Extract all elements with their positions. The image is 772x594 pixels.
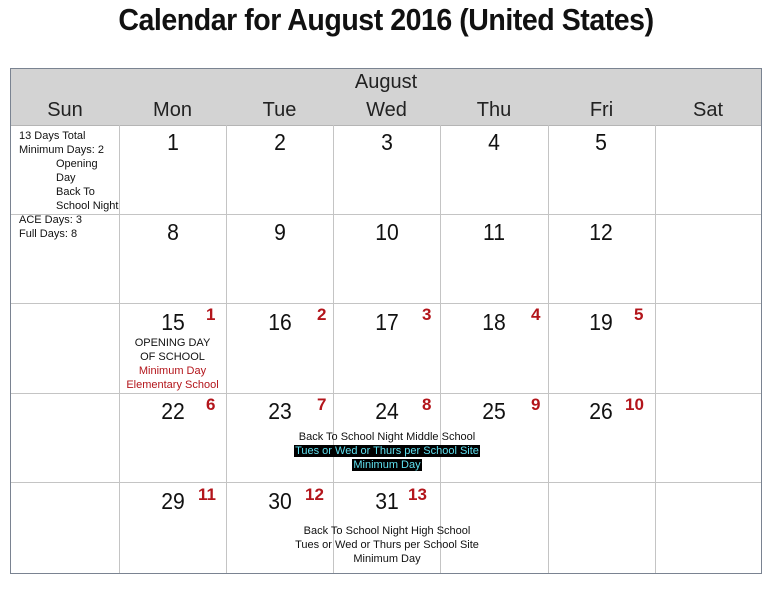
day-number: 23 <box>268 398 292 424</box>
summary-minimum-days: Minimum Days: 2 <box>19 144 104 156</box>
summary-back-to-school: Back To School Night <box>56 186 119 212</box>
school-day-count: 9 <box>531 395 541 414</box>
grid-line <box>333 125 334 573</box>
school-day-count: 4 <box>531 305 541 324</box>
school-day-count: 7 <box>317 395 327 414</box>
day-number: 25 <box>482 398 506 424</box>
school-day-count: 1 <box>206 305 216 324</box>
school-day-count: 13 <box>408 485 427 504</box>
grid-line <box>11 214 761 215</box>
grid-line <box>226 125 227 573</box>
event-line: Tues or Wed or Thurs per School Site <box>295 539 479 551</box>
event-line-highlight: Minimum Day <box>353 459 421 471</box>
day-number: 24 <box>375 398 399 424</box>
day-number: 15 <box>161 309 185 335</box>
event-line: Back To School Night Middle School <box>298 431 476 443</box>
school-day-count: 8 <box>422 395 432 414</box>
grid-line <box>11 482 761 483</box>
event-line: Elementary School <box>126 379 219 391</box>
day-number: 5 <box>595 129 607 155</box>
day-number: 31 <box>375 488 399 514</box>
weekday-mon: Mon <box>153 99 192 121</box>
weekday-header-row <box>11 96 761 126</box>
day-number: 29 <box>161 488 185 514</box>
school-day-count: 10 <box>625 395 644 414</box>
day-number: 1 <box>167 129 179 155</box>
month-header: August <box>11 69 761 96</box>
day-number: 3 <box>381 129 393 155</box>
grid-line <box>440 125 441 573</box>
school-day-count: 5 <box>634 305 644 324</box>
day-number: 19 <box>589 309 613 335</box>
school-day-count: 12 <box>305 485 324 504</box>
page-title: Calendar for August 2016 (United States) <box>118 2 654 37</box>
day-number: 16 <box>268 309 292 335</box>
event-line: Back To School Night High School <box>303 525 471 537</box>
summary-full-days: Full Days: 8 <box>19 228 78 240</box>
event-high-school-night <box>226 524 548 566</box>
summary-opening-day: Opening Day <box>56 158 98 184</box>
event-line-highlight: Tues or Wed or Thurs per School Site <box>295 445 479 457</box>
day-number: 18 <box>482 309 506 335</box>
grid-line <box>11 303 761 304</box>
grid-line <box>11 393 761 394</box>
event-line: Minimum Day <box>138 365 207 377</box>
grid-line <box>655 125 656 573</box>
day-number: 9 <box>274 219 286 245</box>
day-number: 10 <box>375 219 399 245</box>
school-day-count: 3 <box>422 305 432 324</box>
day-number: 11 <box>483 219 505 245</box>
day-number: 17 <box>375 309 399 335</box>
summary-total-days: 13 Days Total <box>19 130 86 142</box>
grid-line <box>548 125 549 573</box>
day-number: 26 <box>589 398 613 424</box>
weekday-sun: Sun <box>47 99 83 121</box>
event-middle-school-night <box>226 430 548 472</box>
summary-ace-days: ACE Days: 3 <box>19 214 82 226</box>
day-number: 2 <box>274 129 286 155</box>
weekday-tue: Tue <box>262 99 297 121</box>
day-number: 4 <box>488 129 500 155</box>
weekday-sat: Sat <box>692 99 724 121</box>
month-summary <box>19 129 119 241</box>
school-day-count: 11 <box>198 485 216 504</box>
school-day-count: 6 <box>206 395 216 414</box>
calendar-grid <box>10 68 762 574</box>
weekday-thu: Thu <box>476 99 512 121</box>
day-number: 30 <box>268 488 292 514</box>
weekday-fri: Fri <box>589 99 614 121</box>
event-line: Minimum Day <box>353 553 421 565</box>
event-line: OPENING DAY <box>134 337 211 349</box>
day-number: 8 <box>167 219 179 245</box>
event-opening-day <box>119 336 226 392</box>
school-day-count: 2 <box>317 305 327 324</box>
day-number: 22 <box>161 398 185 424</box>
day-number: 12 <box>589 219 613 245</box>
event-line: OF SCHOOL <box>140 351 205 363</box>
weekday-wed: Wed <box>366 99 407 121</box>
